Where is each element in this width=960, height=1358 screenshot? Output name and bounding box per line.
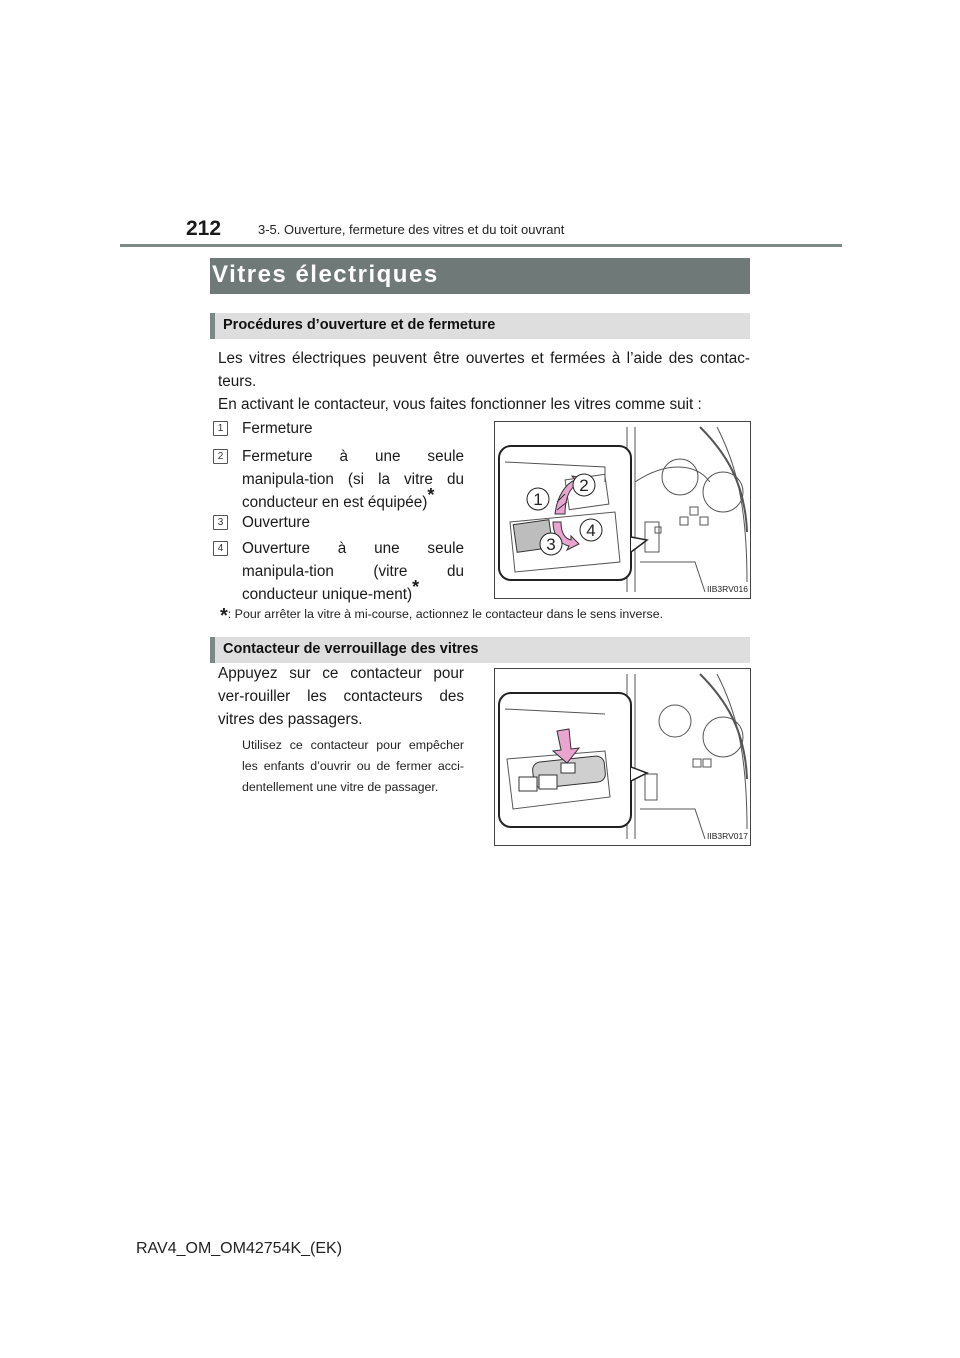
section-heading-bar <box>210 637 750 663</box>
section-heading: Procédures d’ouverture et de fermeture <box>223 317 496 333</box>
number-2-icon: 2 <box>213 449 228 464</box>
figure-code: IIB3RV017 <box>707 831 748 841</box>
list-item-text: Fermeture à une seule manipula-tion (si la vitre du conducteur en est équipée) <box>242 448 464 511</box>
window-switch-illustration <box>495 422 750 598</box>
list-item-auto-opening <box>242 537 464 606</box>
lock-switch-illustration <box>495 669 750 845</box>
label-2: 2 <box>579 476 589 495</box>
section-tab <box>210 313 215 339</box>
section-heading: Contacteur de verrouillage des vitres <box>223 641 479 657</box>
asterisk-mark: * <box>412 577 420 597</box>
list-item-closing: Fermeture <box>242 420 313 437</box>
chapter-title: 3-5. Ouverture, fermeture des vitres et du toit ouvrant <box>258 222 565 237</box>
section-tab <box>210 637 215 663</box>
asterisk-mark: * <box>220 605 228 627</box>
window-lock-switch-figure <box>494 668 751 846</box>
page-number: 212 <box>186 217 222 240</box>
lock-switch-note: Utilisez ce contacteur pour empêcher les enfants d’ouvrir ou de fermer acci-dentellement une vitre de passager. <box>242 738 464 794</box>
list-item-opening: Ouverture <box>242 514 311 531</box>
page-title-bar <box>210 258 750 294</box>
intro-paragraph: Les vitres électriques peuvent être ouvertes et fermées à l’aide des contac-teurs. <box>218 350 750 390</box>
list-item-auto-closing <box>242 445 464 514</box>
header-rule <box>120 244 842 247</box>
list-item-text: Ouverture à une seule manipula-tion (vitre du conducteur unique-ment) <box>242 540 464 603</box>
asterisk-mark: * <box>427 485 435 505</box>
document-code: RAV4_OM_OM42754K_(EK) <box>136 1240 343 1257</box>
footnote <box>220 605 663 628</box>
lock-switch-paragraph: Appuyez sur ce contacteur pour ver-rouiller les contacteurs des vitres des passagers. <box>218 665 464 728</box>
section-heading-bar <box>210 313 750 339</box>
label-3: 3 <box>546 535 556 554</box>
figure-code: IIB3RV016 <box>707 584 748 594</box>
footnote-text: : Pour arrêter la vitre à mi-course, actionnez le contacteur dans le sens inverse. <box>227 607 664 621</box>
number-4-icon: 4 <box>213 541 228 556</box>
power-window-switch-figure <box>494 421 751 599</box>
number-3-icon: 3 <box>213 515 228 530</box>
label-1: 1 <box>533 490 543 509</box>
label-4: 4 <box>586 521 596 540</box>
page-title: Vitres électriques <box>212 261 439 288</box>
number-1-icon: 1 <box>213 421 228 436</box>
intro-paragraph-2: En activant le contacteur, vous faites fonctionner les vitres comme suit : <box>218 396 702 413</box>
